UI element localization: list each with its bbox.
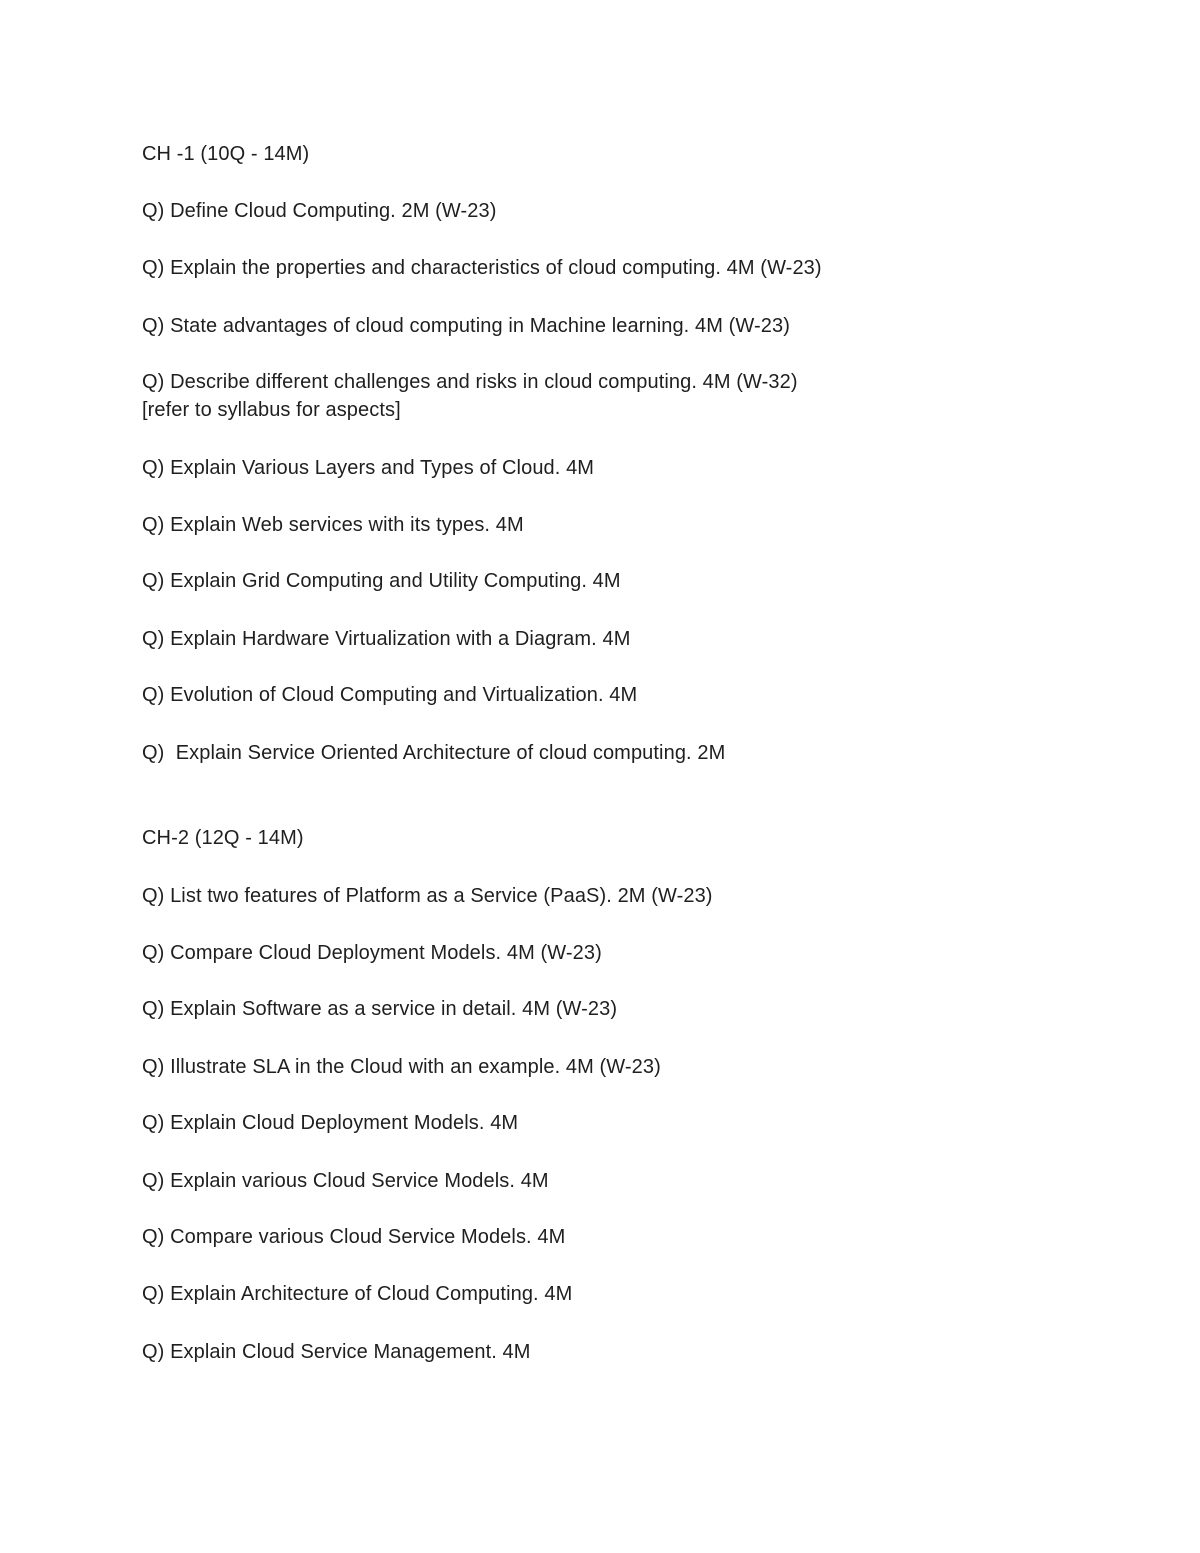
ch2-question-2: Q) Compare Cloud Deployment Models. 4M (W-23) — [142, 942, 602, 964]
ch2-question-8: Q) Explain Architecture of Cloud Computing. 4M — [142, 1283, 573, 1305]
ch1-question-6: Q) Explain Web services with its types. 4M — [142, 514, 524, 536]
ch1-question-9: Q) Evolution of Cloud Computing and Virtualization. 4M — [142, 684, 638, 706]
ch2-question-1: Q) List two features of Platform as a Service (PaaS). 2M (W-23) — [142, 885, 713, 907]
ch1-question-7: Q) Explain Grid Computing and Utility Computing. 4M — [142, 570, 621, 592]
ch2-question-5: Q) Explain Cloud Deployment Models. 4M — [142, 1112, 519, 1134]
ch2-question-9: Q) Explain Cloud Service Management. 4M — [142, 1341, 531, 1363]
ch2-question-6: Q) Explain various Cloud Service Models. 4M — [142, 1170, 549, 1192]
chapter-2-heading: CH-2 (12Q - 14M) — [142, 827, 304, 849]
ch1-question-4: Q) Describe different challenges and risks in cloud computing. 4M (W-32) — [142, 371, 798, 393]
ch1-question-4-note: [refer to syllabus for aspects] — [142, 399, 401, 421]
ch1-question-5: Q) Explain Various Layers and Types of Cloud. 4M — [142, 457, 595, 479]
ch1-question-1: Q) Define Cloud Computing. 2M (W-23) — [142, 200, 497, 222]
ch2-question-7: Q) Compare various Cloud Service Models. 4M — [142, 1226, 566, 1248]
ch2-question-4: Q) Illustrate SLA in the Cloud with an example. 4M (W-23) — [142, 1056, 661, 1078]
ch1-question-10: Q) Explain Service Oriented Architecture of cloud computing. 2M — [142, 742, 726, 764]
ch1-question-3: Q) State advantages of cloud computing in Machine learning. 4M (W-23) — [142, 315, 790, 337]
chapter-1-heading: CH -1 (10Q - 14M) — [142, 143, 310, 165]
ch1-question-8: Q) Explain Hardware Virtualization with a Diagram. 4M — [142, 628, 631, 650]
ch2-question-3: Q) Explain Software as a service in detail. 4M (W-23) — [142, 998, 618, 1020]
ch1-question-2: Q) Explain the properties and characteristics of cloud computing. 4M (W-23) — [142, 257, 822, 279]
